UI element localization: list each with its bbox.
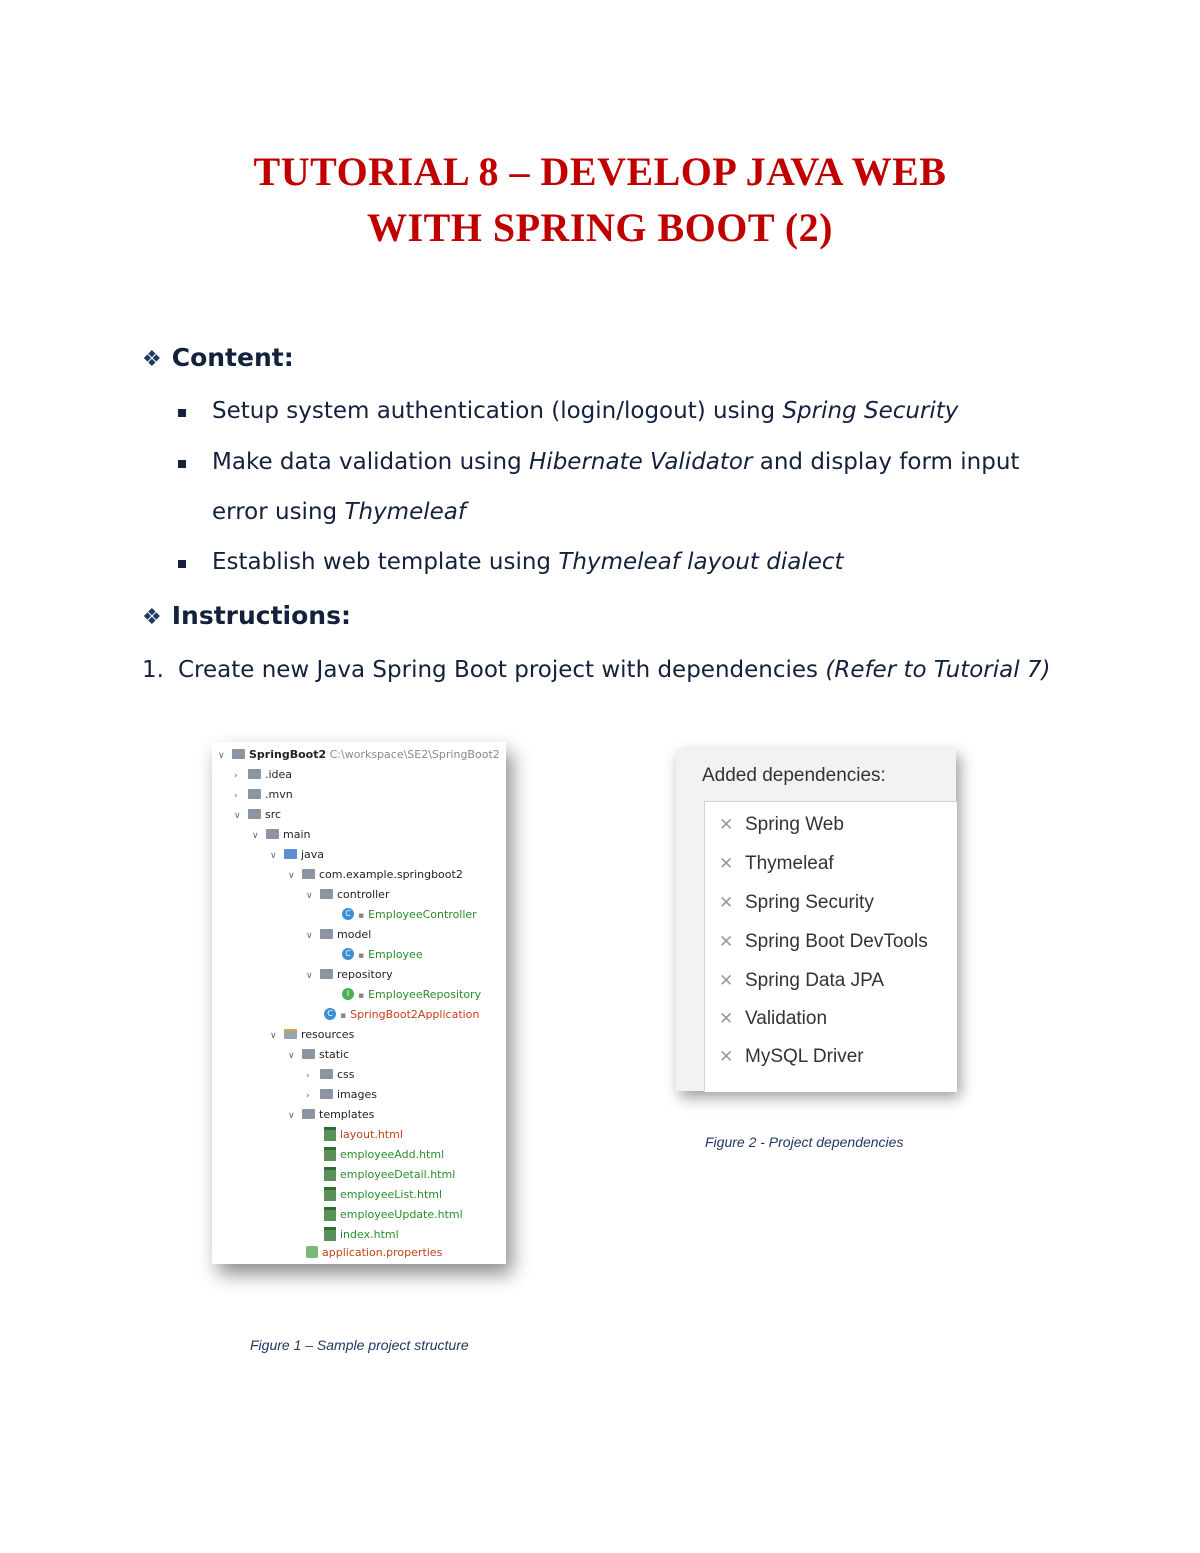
- tree-item: ∨ templates: [288, 1106, 374, 1124]
- chevron-down-icon: ∨: [306, 891, 313, 901]
- folder-icon: [232, 749, 245, 759]
- tree-item: C ▪ Employee: [342, 946, 423, 964]
- dependency-item: ✕ Validation: [719, 1008, 828, 1029]
- instruction-step-1: 1. Create new Java Spring Boot project with dependencies (Refer to Tutorial 7): [142, 657, 1051, 683]
- remove-icon[interactable]: ✕: [719, 932, 734, 951]
- html-file-icon: [324, 1187, 336, 1201]
- folder-icon: [320, 929, 333, 939]
- tree-item: ∨ java: [270, 846, 324, 864]
- tree-item: ∨ model: [306, 926, 371, 944]
- folder-icon: [248, 789, 261, 799]
- tree-item: employeeList.html: [324, 1186, 442, 1204]
- chevron-down-icon: ∨: [288, 1111, 295, 1121]
- chevron-down-icon: ∨: [288, 871, 295, 881]
- chevron-down-icon: ∨: [270, 851, 277, 861]
- content-heading: ❖ Content:: [142, 343, 294, 372]
- tree-item: ∨ main: [252, 826, 310, 844]
- tree-item: C ▪ SpringBoot2Application: [324, 1006, 479, 1024]
- chevron-down-icon: ∨: [234, 811, 241, 821]
- html-file-icon: [324, 1167, 336, 1181]
- tree-item: employeeUpdate.html: [324, 1206, 463, 1224]
- document-page: TUTORIAL 8 – DEVELOP JAVA WEB WITH SPRING BOOT (2) ❖ Content: Setup system authentication (login/logout) using Spring Security Make data validation using Hibernate Validator and display form input error using Thymeleaf Establish web template using Thymeleaf layout dialect ❖ Instructions: 1. Create new Java Spring Boot project with dependencies (Refer to Tutorial 7) ∨ SpringBoot2 C:\workspace\SE2\SpringBoot2 › .idea › .mvn ∨ src ∨ main ∨ java ∨ com.example.springboot2 ∨ controller C ▪ EmployeeController ∨ model C ▪ Employee ∨ repository I ▪ EmployeeRepository C ▪ SpringBoot2Application ∨ resources ∨ static › css › images ∨ templates layout.html employeeAdd.html employeeDetail.html employeeList.html employeeUpdate.html index.html application.properties Added dependencies: ✕ Spring Web ✕ Thymeleaf ✕ Spring Security ✕ Spring Boot DevTools ✕ Spring Data JPA ✕ Validation ✕ MySQL Driver Figure 1 – Sample project structure Figure 2 - Project dependencies: [0, 0, 1200, 1553]
- tree-item: I ▪ EmployeeRepository: [342, 986, 481, 1004]
- tree-item: employeeDetail.html: [324, 1166, 455, 1184]
- tree-item: › css: [306, 1066, 355, 1084]
- tree-item: › .mvn: [234, 786, 293, 804]
- chevron-right-icon: ›: [234, 791, 238, 801]
- folder-icon: [302, 1109, 315, 1119]
- class-icon: C: [342, 908, 354, 920]
- square-bullet-icon: [178, 460, 186, 468]
- lock-icon: ▪: [340, 1011, 347, 1021]
- content-bullet-2-continued: error using Thymeleaf: [212, 499, 466, 525]
- dependency-item: ✕ Spring Boot DevTools: [719, 931, 928, 952]
- chevron-down-icon: ∨: [306, 971, 313, 981]
- remove-icon[interactable]: ✕: [719, 854, 734, 873]
- chevron-down-icon: ∨: [252, 831, 259, 841]
- remove-icon[interactable]: ✕: [719, 1009, 734, 1028]
- tree-item: C ▪ EmployeeController: [342, 906, 477, 924]
- folder-icon: [320, 969, 333, 979]
- class-icon: C: [342, 948, 354, 960]
- instructions-heading: ❖ Instructions:: [142, 601, 351, 630]
- figure-1-caption: Figure 1 – Sample project structure: [250, 1337, 469, 1353]
- html-file-icon: [324, 1227, 336, 1241]
- tree-item: ∨ static: [288, 1046, 349, 1064]
- chevron-right-icon: ›: [306, 1091, 310, 1101]
- chevron-down-icon: ∨: [288, 1051, 295, 1061]
- tree-item: ∨ src: [234, 806, 281, 824]
- dependency-item: ✕ Spring Web: [719, 814, 844, 835]
- remove-icon[interactable]: ✕: [719, 1047, 734, 1066]
- lock-icon: ▪: [358, 991, 365, 1001]
- dependencies-list: [704, 801, 957, 1092]
- chevron-down-icon: ∨: [270, 1031, 277, 1041]
- folder-icon: [302, 869, 315, 879]
- folder-icon: [284, 849, 297, 859]
- tree-item: employeeAdd.html: [324, 1146, 444, 1164]
- dependencies-title: Added dependencies:: [702, 765, 886, 786]
- tree-item: application.properties: [306, 1244, 442, 1262]
- html-file-icon: [324, 1127, 336, 1141]
- dependency-item: ✕ MySQL Driver: [719, 1046, 864, 1067]
- dependencies-figure: [676, 749, 956, 1091]
- remove-icon[interactable]: ✕: [719, 971, 734, 990]
- tree-item: › images: [306, 1086, 377, 1104]
- diamond-bullet-icon: ❖: [142, 605, 162, 630]
- diamond-bullet-icon: ❖: [142, 347, 162, 372]
- application-class-icon: C: [324, 1008, 336, 1020]
- remove-icon[interactable]: ✕: [719, 815, 734, 834]
- tree-item: ∨ controller: [306, 886, 389, 904]
- resources-folder-icon: [284, 1029, 297, 1039]
- tree-item: ∨ repository: [306, 966, 393, 984]
- tree-item: › .idea: [234, 766, 292, 784]
- lock-icon: ▪: [358, 911, 365, 921]
- tree-item: index.html: [324, 1226, 399, 1244]
- folder-icon: [320, 1069, 333, 1079]
- dependency-item: ✕ Thymeleaf: [719, 853, 834, 874]
- tree-item: ∨ com.example.springboot2: [288, 866, 463, 884]
- tree-root: ∨ SpringBoot2 C:\workspace\SE2\SpringBoot2: [218, 746, 500, 764]
- folder-icon: [248, 809, 261, 819]
- html-file-icon: [324, 1147, 336, 1161]
- chevron-right-icon: ›: [234, 771, 238, 781]
- chevron-down-icon: ∨: [306, 931, 313, 941]
- title-line-1: TUTORIAL 8 – DEVELOP JAVA WEB: [253, 149, 947, 194]
- dependency-item: ✕ Spring Data JPA: [719, 970, 885, 991]
- title-line-2: WITH SPRING BOOT (2): [367, 205, 833, 250]
- project-structure-figure: [212, 742, 506, 1264]
- lock-icon: ▪: [358, 951, 365, 961]
- folder-icon: [320, 889, 333, 899]
- tree-item: layout.html: [324, 1126, 403, 1144]
- folder-icon: [248, 769, 261, 779]
- figure-2-caption: Figure 2 - Project dependencies: [705, 1134, 904, 1150]
- remove-icon[interactable]: ✕: [719, 893, 734, 912]
- chevron-right-icon: ›: [306, 1071, 310, 1081]
- folder-icon: [266, 829, 279, 839]
- chevron-down-icon: ∨: [218, 751, 225, 761]
- folder-icon: [320, 1089, 333, 1099]
- square-bullet-icon: [178, 560, 186, 568]
- properties-file-icon: [306, 1246, 318, 1258]
- html-file-icon: [324, 1207, 336, 1221]
- tree-item: ∨ resources: [270, 1026, 354, 1044]
- dependency-item: ✕ Spring Security: [719, 892, 874, 913]
- folder-icon: [302, 1049, 315, 1059]
- square-bullet-icon: [178, 409, 186, 417]
- interface-icon: I: [342, 988, 354, 1000]
